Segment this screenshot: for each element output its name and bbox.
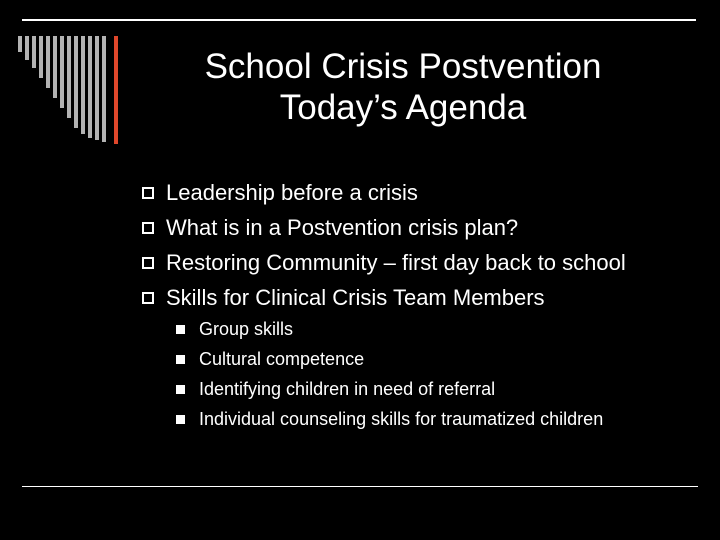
sub-list-item — [176, 314, 293, 344]
sub-bullet-text: Individual counseling skills for traumatized children — [199, 408, 604, 429]
filled-square-bullet-icon — [176, 325, 185, 334]
filled-square-bullet-icon — [176, 355, 185, 364]
list-item — [142, 280, 545, 315]
sub-bullet-text: Identifying children in need of referral — [199, 378, 496, 399]
bullet-text: Leadership before a crisis — [166, 179, 418, 205]
sub-list-item — [176, 374, 495, 404]
hollow-square-bullet-icon — [142, 187, 154, 199]
sub-bullet-text: Cultural competence — [199, 348, 365, 369]
bottom-divider-line — [22, 486, 698, 487]
list-item — [142, 175, 418, 210]
top-divider-line — [22, 19, 696, 21]
title-line-2: Today’s Agenda — [279, 88, 527, 127]
filled-square-bullet-icon — [176, 385, 185, 394]
list-item — [142, 245, 626, 280]
bullet-text: What is in a Postvention crisis plan? — [166, 214, 519, 240]
title-line-1: School Crisis Postvention — [204, 47, 602, 86]
hollow-square-bullet-icon — [142, 257, 154, 269]
list-item — [142, 210, 518, 245]
hollow-square-bullet-icon — [142, 222, 154, 234]
slide-title — [150, 46, 656, 128]
hollow-square-bullet-icon — [142, 292, 154, 304]
sub-list-item — [176, 344, 364, 374]
bullet-text: Restoring Community – first day back to school — [166, 249, 626, 275]
decorative-stripes — [18, 36, 128, 144]
sub-list-item — [176, 404, 603, 434]
sub-bullet-text: Group skills — [199, 318, 294, 339]
bullet-text: Skills for Clinical Crisis Team Members — [166, 284, 545, 310]
filled-square-bullet-icon — [176, 415, 185, 424]
